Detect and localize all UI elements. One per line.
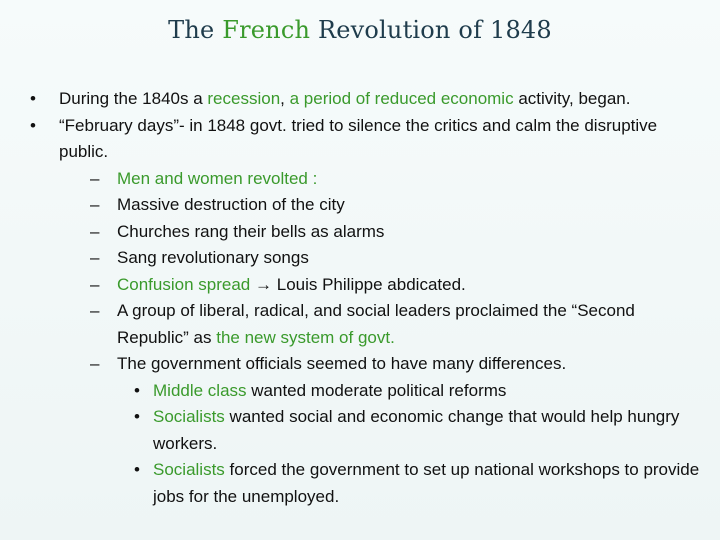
bullet-february-days bbox=[30, 113, 700, 166]
bullet2-text: “February days”- in 1848 govt. tried to silence the critics and calm the disruptive public. bbox=[59, 115, 658, 161]
sub-sub-item-socialists-workshops bbox=[134, 457, 700, 510]
sub-item-leaders-text: A group of liberal, radical, and social leaders proclaimed the “Second Republic” as bbox=[117, 301, 635, 347]
sub-item-revolted-text: Men and women revolted : bbox=[117, 168, 318, 188]
bullet-icon: • bbox=[134, 460, 140, 479]
bullet1-hl2: a period of reduced economic bbox=[289, 89, 514, 108]
sub-item-leaders bbox=[90, 298, 700, 351]
bullet-icon: • bbox=[134, 407, 140, 426]
sub-item-leaders-hl: the new system of govt. bbox=[216, 327, 395, 347]
dash-icon: – bbox=[90, 301, 100, 320]
title-highlight: French bbox=[222, 16, 311, 44]
sub-item-confusion bbox=[90, 272, 700, 299]
sub-item-government bbox=[90, 351, 700, 378]
sub-item-revolted bbox=[90, 166, 700, 193]
title-part2: Revolution of 1848 bbox=[310, 16, 552, 44]
bullet-icon: • bbox=[30, 89, 36, 108]
sub-item-destruction-text: Massive destruction of the city bbox=[117, 195, 345, 214]
sub-sub-item-middle-class bbox=[134, 378, 700, 405]
sub-item-confusion-result: Louis Philippe abdicated. bbox=[276, 274, 466, 294]
arrow-right-icon: → bbox=[255, 274, 272, 294]
bullet-1850s-recession bbox=[30, 86, 700, 113]
socialists1-hl: Socialists bbox=[153, 407, 225, 426]
dash-icon: – bbox=[90, 274, 100, 294]
middle-class-hl: Middle class bbox=[153, 380, 247, 400]
bullet1-hl1: recession bbox=[207, 89, 281, 108]
sub-item-confusion-text: Confusion spread bbox=[117, 274, 251, 294]
sub-item-songs bbox=[90, 245, 700, 272]
dash-icon: – bbox=[90, 168, 100, 188]
dash-icon: – bbox=[90, 221, 100, 241]
socialists2-text: forced the government to set up national workshops to provide jobs for the unemployed. bbox=[153, 460, 700, 506]
socialists1-text: wanted social and economic change that would help hungry workers. bbox=[153, 407, 680, 453]
slide-title bbox=[0, 16, 720, 44]
sub-item-churches-text: Churches rang their bells as alarms bbox=[117, 221, 385, 241]
sub-sub-item-socialists-change bbox=[134, 404, 700, 457]
bullet-icon: • bbox=[30, 115, 36, 135]
dash-icon: – bbox=[90, 195, 100, 214]
sub-item-churches bbox=[90, 219, 700, 246]
slide-content bbox=[30, 86, 700, 510]
dash-icon: – bbox=[90, 248, 100, 267]
title-part1: The bbox=[168, 16, 223, 44]
socialists2-hl: Socialists bbox=[153, 460, 225, 479]
middle-class-text: wanted moderate political reforms bbox=[246, 380, 507, 400]
sub-item-destruction bbox=[90, 192, 700, 219]
bullet1-text3: activity, began. bbox=[513, 89, 631, 108]
bullet1-text1: During the 1840s a bbox=[59, 89, 208, 108]
sub-item-songs-text: Sang revolutionary songs bbox=[117, 248, 309, 267]
bullet1-text2: , bbox=[280, 89, 290, 108]
bullet-icon: • bbox=[134, 380, 140, 400]
dash-icon: – bbox=[90, 354, 100, 373]
sub-item-government-text: The government officials seemed to have many differences. bbox=[117, 354, 567, 373]
